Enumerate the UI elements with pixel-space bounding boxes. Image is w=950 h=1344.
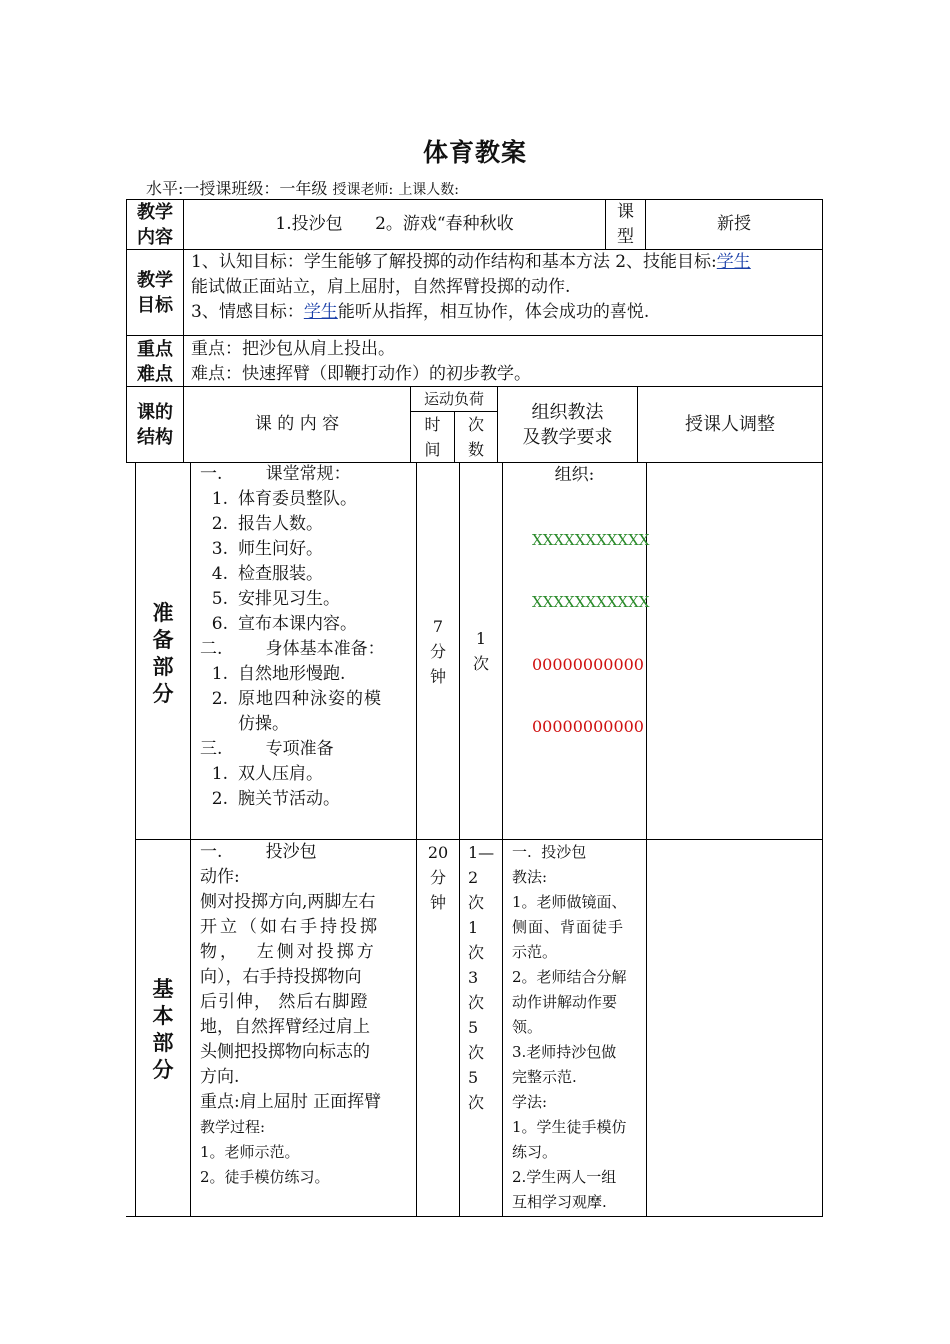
prep-section-label: 准 备 部 分: [152, 601, 174, 706]
goals-header: 教学 目标: [137, 270, 173, 316]
basic-method: 一. 投沙包 教法: 1。老师做镜面、 侧面、背面徒手 示范。 2。老师结合分解 动作讲解动作要 领。 3.老师持沙包做 完整示范. 学法: 1。学生徒手模仿 练习。 2.学生两人一组 互相学习观摩.: [512, 843, 627, 1211]
page-title: 体育教案: [422, 138, 527, 167]
list-item: 3. 师生问好。: [211, 539, 323, 559]
teacher-label: 授课老师:: [332, 182, 394, 198]
list-item: 2. 报告人数。: [211, 514, 323, 534]
action-line: 地，自然挥臂经过肩上: [200, 1017, 370, 1037]
formation-row: XXXXXXXXXXX: [532, 531, 650, 549]
method-header: 组织教法 及教学要求: [522, 402, 613, 448]
action-line: 方向.: [200, 1067, 240, 1087]
prep-heading-1: 一. 课堂常规：: [200, 464, 351, 484]
formation-row: XXXXXXXXXXX: [532, 593, 650, 611]
list-item: 2. 原地四种泳姿的模: [211, 689, 382, 709]
key-point: 重点：把沙包从肩上投出。: [191, 339, 395, 359]
action-line: 头侧把投掷物向标志的: [200, 1042, 370, 1062]
list-item: 4. 检查服装。: [211, 564, 323, 584]
student-link[interactable]: 学生: [303, 302, 338, 322]
key-difficulty-text: [191, 337, 821, 387]
list-item: 1. 自然地形慢跑.: [211, 664, 346, 684]
lesson-type-header: 课 型: [617, 202, 634, 247]
basic-section-label: 基 本 部 分: [152, 977, 174, 1082]
prep-content: [200, 462, 412, 812]
time-header: 时 间: [424, 415, 441, 459]
goals-text: 1、认知目标：学生能够了解投掷的动作结构和基本方法 2、技能目标:学生 能试做正面站立，肩上屈肘，自然挥臂投掷的动作. 3、情感目标：学生能听从指挥，相互协作，体会成功的喜悦.: [191, 252, 751, 322]
process-step: 1。老师示范。: [200, 1143, 300, 1161]
list-item: 6. 宣布本课内容。: [211, 614, 357, 634]
prep-heading-3: 三. 专项准备: [200, 739, 334, 759]
student-link[interactable]: 学生: [716, 252, 751, 272]
basic-time: 20 分 钟: [427, 843, 449, 912]
action-line: 向），右手持投掷物向: [200, 967, 362, 987]
basic-count: 1— 2 次 1 次 3 次 5 次 5 次: [468, 843, 495, 1112]
difficulty: 难点：快速挥臂（即鞭打动作）的初步教学。: [191, 364, 531, 384]
basic-heading: 一. 投沙包: [200, 842, 317, 862]
students-label: 上课人数:: [398, 182, 460, 198]
count-header: 次 数: [467, 415, 484, 459]
structure-header: 课的 结构: [137, 402, 173, 448]
list-item-continued: 仿操。: [238, 714, 289, 734]
content-column-header: 课 的 内 容: [254, 414, 340, 434]
formation-row: 00000000000: [532, 655, 644, 674]
lesson-meta: [146, 176, 459, 199]
process-step: 2。徒手模仿练习。: [200, 1168, 330, 1186]
prep-time: 7 分 钟: [429, 617, 446, 686]
basic-key-point: 重点:肩上屈肘 正面挥臂: [200, 1092, 382, 1112]
action-line: 物， 左侧对投掷方: [200, 942, 377, 962]
list-item: 5. 安排见习生。: [211, 589, 340, 609]
process-label: 教学过程:: [200, 1118, 266, 1136]
prep-count: 1 次: [472, 629, 489, 673]
action-line: 开立（如右手持投掷: [200, 917, 380, 937]
prep-heading-2: 二. 身体基本准备：: [200, 639, 385, 659]
formation-row: 00000000000: [532, 717, 644, 736]
adjust-header: 授课人调整: [685, 414, 775, 435]
action-line: 侧对投掷方向,两脚左右: [200, 892, 376, 912]
content-header: 教学 内容: [137, 202, 173, 248]
content-items: 1.投沙包 2。游戏“春种秋收: [275, 214, 514, 234]
list-item: 1. 双人压肩。: [211, 764, 323, 784]
list-item: 2. 腕关节活动。: [211, 789, 340, 809]
load-header: 运动负荷: [423, 390, 484, 408]
lesson-type-value: 新授: [717, 214, 751, 234]
action-line: 后引伸， 然后右脚蹬: [200, 992, 369, 1012]
basic-content: [200, 840, 408, 1190]
organization-label: 组织:: [554, 465, 595, 485]
action-label: 动作:: [200, 867, 240, 887]
class-level: 水平:一授课班级：一年级: [146, 179, 328, 198]
list-item: 1. 体育委员整队。: [211, 489, 357, 509]
prep-organization: [503, 463, 646, 488]
key-difficulty-header: 重点 难点: [137, 339, 173, 385]
